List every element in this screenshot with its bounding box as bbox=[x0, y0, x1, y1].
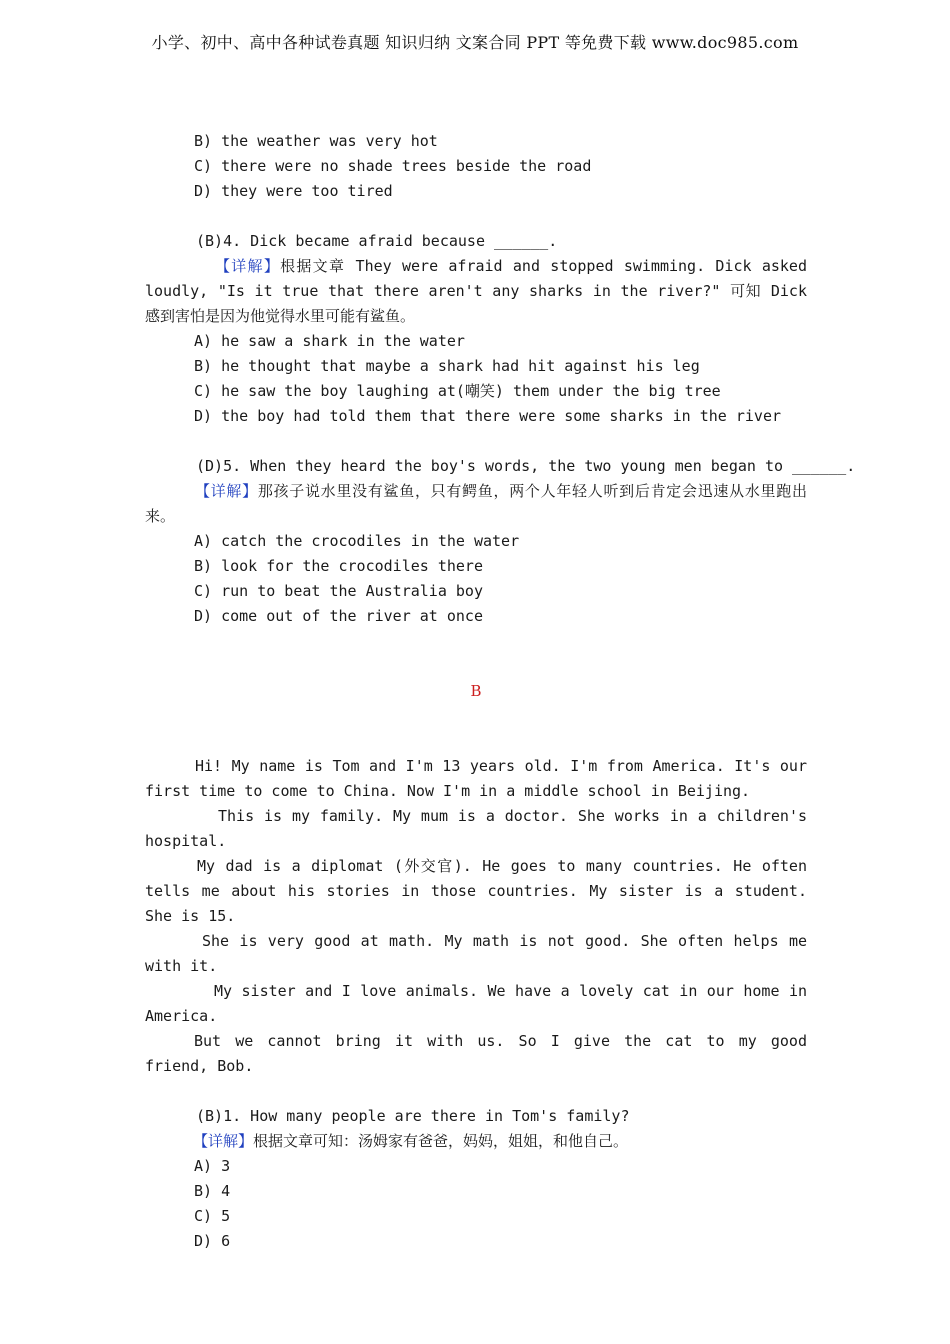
option-line: A) 3 bbox=[194, 1157, 231, 1175]
passage-paragraph: This is my family. My mum is a doctor. She works in a children's hospital. bbox=[145, 807, 807, 850]
passage-paragraph: She is very good at math. My math is not good. She often helps me with it. bbox=[145, 932, 807, 975]
explanation bbox=[145, 254, 807, 329]
explanation-label: 【详解】 bbox=[215, 257, 281, 275]
passage-paragraph: My dad is a diplomat (外交官). He goes to many countries. He often tells me about his stories in those countries. My sister is a student. She is 15. bbox=[145, 857, 807, 925]
option-line: C) he saw the boy laughing at(嘲笑) them under the big tree bbox=[194, 382, 721, 400]
option-line: A) catch the crocodiles in the water bbox=[194, 532, 520, 550]
question-b1 bbox=[145, 1104, 807, 1254]
passage-paragraph: Hi! My name is Tom and I'm 13 years old. I'm from America. It's our first time to come to China. Now I'm in a middle school in Beijing. bbox=[145, 757, 807, 800]
option-line: D) come out of the river at once bbox=[194, 607, 483, 625]
option-line: B) 4 bbox=[194, 1182, 231, 1200]
option-line: D) they were too tired bbox=[194, 182, 393, 200]
explanation bbox=[145, 479, 807, 529]
explanation bbox=[145, 1129, 807, 1154]
option-line: B) he thought that maybe a shark had hit against his leg bbox=[194, 357, 700, 375]
option-line: D) the boy had told them that there were some sharks in the river bbox=[194, 407, 781, 425]
page-header: 小学、初中、高中各种试卷真题 知识归纳 文案合同 PPT 等免费下载 www.doc985.com bbox=[151, 33, 799, 52]
option-line: D) 6 bbox=[194, 1232, 231, 1250]
question-stem: (B)1. How many people are there in Tom's family? bbox=[196, 1107, 630, 1125]
explanation-label: 【详解】 bbox=[193, 1132, 254, 1150]
question-stem: (D)5. When they heard the boy's words, the two young men began to ______. bbox=[196, 457, 856, 475]
passage bbox=[145, 754, 807, 1079]
option-line: C) 5 bbox=[194, 1207, 231, 1225]
option-line: A) he saw a shark in the water bbox=[194, 332, 465, 350]
q3-options bbox=[145, 129, 807, 204]
explanation-text: 根据文章 They were afraid and stopped swimming. Dick asked loudly, "Is it true that there aren't any sharks in the river?" 可知 Dick 感到害怕是因为他觉得水里可能有鲨鱼。 bbox=[145, 257, 807, 325]
option-line: B) look for the crocodiles there bbox=[194, 557, 483, 575]
section-title: B bbox=[470, 682, 482, 700]
question-5 bbox=[145, 454, 856, 629]
explanation-text: 根据文章可知：汤姆家有爸爸，妈妈，姐姐，和他自己。 bbox=[253, 1132, 629, 1150]
question-4 bbox=[145, 229, 807, 429]
option-line: C) there were no shade trees beside the road bbox=[194, 157, 592, 175]
passage-paragraph: My sister and I love animals. We have a lovely cat in our home in America. bbox=[145, 982, 807, 1025]
option-line: B) the weather was very hot bbox=[194, 132, 438, 150]
explanation-label: 【详解】 bbox=[195, 482, 258, 500]
option-line: C) run to beat the Australia boy bbox=[194, 582, 483, 600]
passage-paragraph: But we cannot bring it with us. So I give the cat to my good friend, Bob. bbox=[145, 1032, 807, 1075]
explanation-text: 那孩子说水里没有鲨鱼，只有鳄鱼，两个人年轻人听到后肯定会迅速从水里跑出来。 bbox=[145, 482, 807, 525]
question-stem: (B)4. Dick became afraid because ______. bbox=[196, 232, 558, 250]
document-body bbox=[145, 129, 856, 1254]
